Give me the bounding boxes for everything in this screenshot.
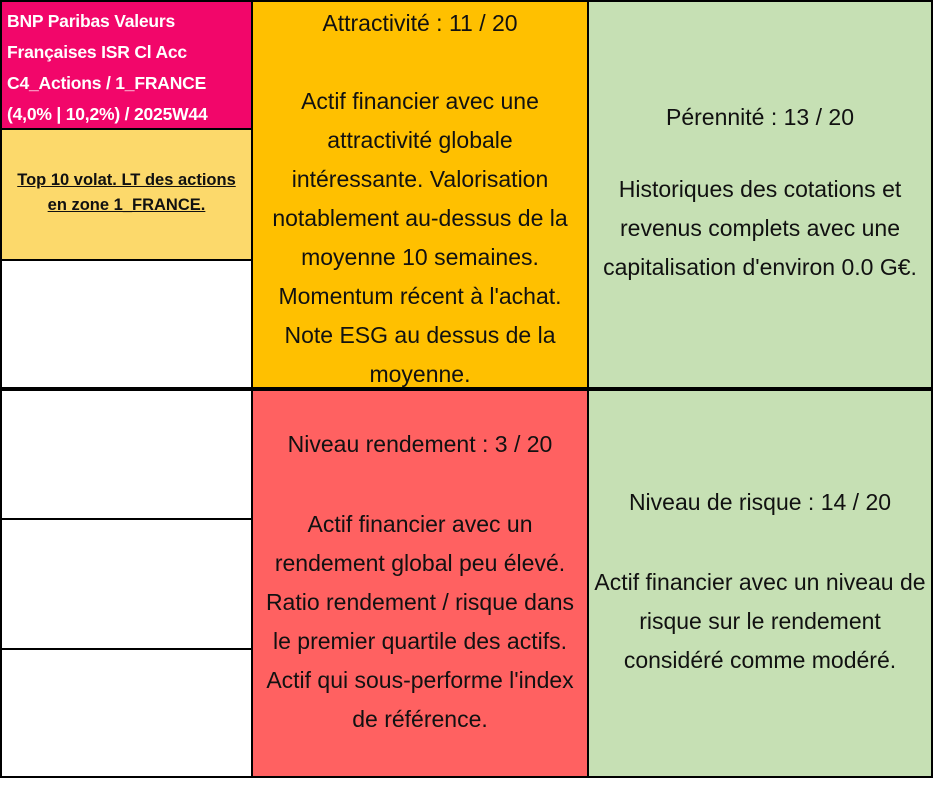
attractivite-description <box>253 82 587 389</box>
perennite-description <box>603 170 917 287</box>
description-line: capitalisation d'environ 0.0 G€. <box>603 254 917 280</box>
description-line: attractivité globale <box>327 127 513 153</box>
description-line: moyenne. <box>369 361 471 387</box>
perennite-score-cell <box>587 0 933 389</box>
description-line: revenus complets avec une <box>620 215 900 241</box>
description-line: considéré comme modéré. <box>623 647 897 673</box>
attractivite-score-cell <box>251 0 589 389</box>
description-line: intéressante. Valorisation <box>291 166 549 192</box>
rendement-score-title: Niveau rendement : 3 / 20 <box>287 430 553 457</box>
top10-volatility-cell <box>0 128 253 261</box>
description-line: le premier quartile des actifs. <box>272 627 567 654</box>
rendement-score-cell <box>251 389 589 778</box>
risque-description <box>594 563 925 680</box>
description-line: Note ESG au dessus de la <box>284 322 556 348</box>
rendement-description <box>266 505 574 739</box>
description-line: rendement global peu élevé. <box>274 549 566 576</box>
empty-cell <box>0 259 253 389</box>
description-line: notablement au-dessus de la <box>272 205 568 231</box>
fund-title-cell: BNP Paribas Valeurs Françaises ISR Cl Acc C4_Actions / 1_FRANCE (4,0% | 10,2%) / 2025W44 <box>0 0 253 130</box>
description-line: Actif financier avec un <box>307 510 533 537</box>
empty-cell <box>0 389 253 520</box>
attractivite-score-title: Attractivité : 11 / 20 <box>322 10 518 36</box>
empty-cell <box>0 518 253 650</box>
description-line: Ratio rendement / risque dans <box>265 588 575 615</box>
empty-cell <box>0 648 253 778</box>
risque-score-title: Niveau de risque : 14 / 20 <box>628 489 892 515</box>
risque-score-cell <box>587 389 933 778</box>
description-line: Historiques des cotations et <box>618 176 902 202</box>
description-line: Actif qui sous-performe l'index <box>266 666 574 693</box>
description-line: de référence. <box>352 705 488 732</box>
description-line: moyenne 10 semaines. <box>301 244 539 270</box>
description-line: Actif financier avec une <box>301 88 539 114</box>
description-line: risque sur le rendement <box>639 608 881 634</box>
perennite-score-title: Pérennité : 13 / 20 <box>666 104 854 130</box>
description-line: Actif financier avec un niveau de <box>594 569 926 595</box>
top10-volatility-link[interactable]: Top 10 volat. LT des actions en zone 1_FRANCE. <box>17 171 236 214</box>
description-line: Momentum récent à l'achat. <box>278 283 562 309</box>
